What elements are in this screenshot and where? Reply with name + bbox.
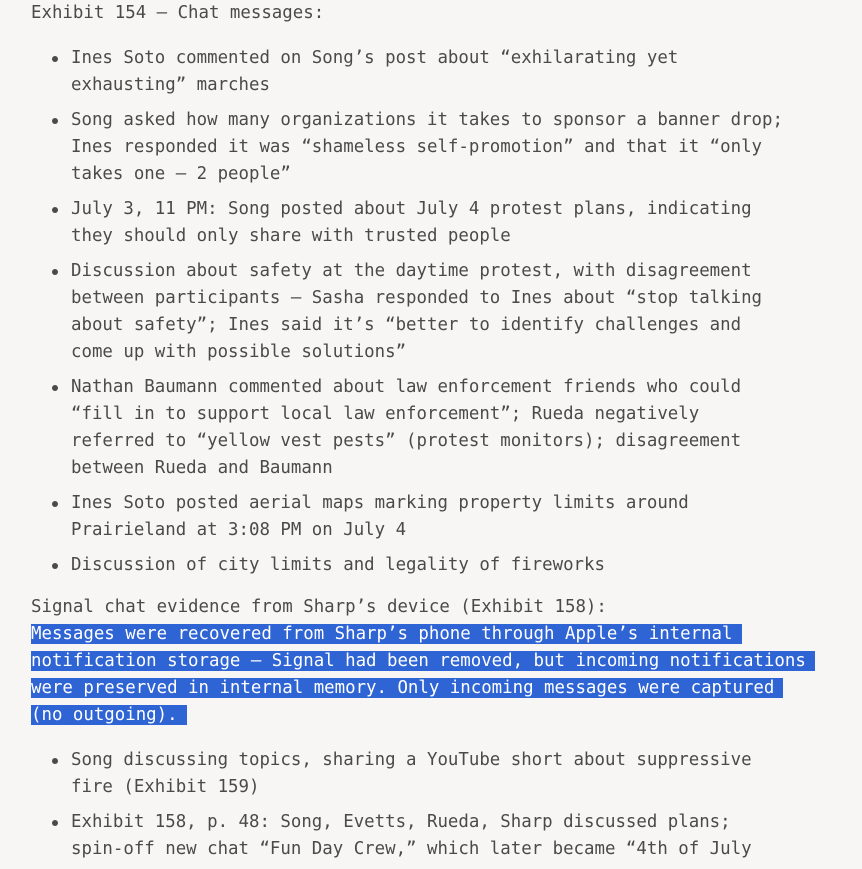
list-item: Nathan Baumann commented about law enforcement friends who could “fill in to support local law enforcement”; Rueda negatively referred to “yellow vest pests” (protest monitors); disagreement between Rueda and Baumann — [31, 374, 791, 482]
list-item: Song asked how many organizations it takes to sponsor a banner drop; Ines responded it was “shameless self-promotion” and that it “only takes one — 2 people” — [31, 107, 791, 188]
text-selection[interactable]: Messages were recovered from Sharp’s phone through Apple’s internal notification storage — Signal had been removed, but incoming notifications were preserved in internal memory. Only incoming messages were captured (no outgoing). — [31, 624, 815, 725]
list-item: Ines Soto posted aerial maps marking property limits around Prairieland at 3:08 PM on July 4 — [31, 490, 791, 544]
list-item: Exhibit 158, p. 48: Song, Evetts, Rueda, Sharp discussed plans; spin-off new chat “Fun Day Crew,” which later became “4th of July — [31, 809, 791, 863]
signal-heading: Signal chat evidence from Sharp’s device (Exhibit 158): — [31, 597, 607, 617]
exhibit-154-heading: Exhibit 154 — Chat messages: — [31, 3, 325, 23]
list-item: Discussion of city limits and legality of fireworks — [31, 552, 791, 579]
list-item: Ines Soto commented on Song’s post about “exhilarating yet exhausting” marches — [31, 45, 791, 99]
list-item: Discussion about safety at the daytime protest, with disagreement between participants — Sasha responded to Ines about “stop talking about safety”; Ines said it’s “better to identify challenges and come up with possible solutions” — [31, 258, 791, 366]
list-item: Song discussing topics, sharing a YouTube short about suppressive fire (Exhibit 159) — [31, 747, 791, 801]
signal-list — [31, 747, 831, 863]
exhibit-154-list — [31, 45, 831, 579]
highlighted-paragraph[interactable] — [31, 621, 811, 729]
list-item: July 3, 11 PM: Song posted about July 4 protest plans, indicating they should only share with trusted people — [31, 196, 791, 250]
